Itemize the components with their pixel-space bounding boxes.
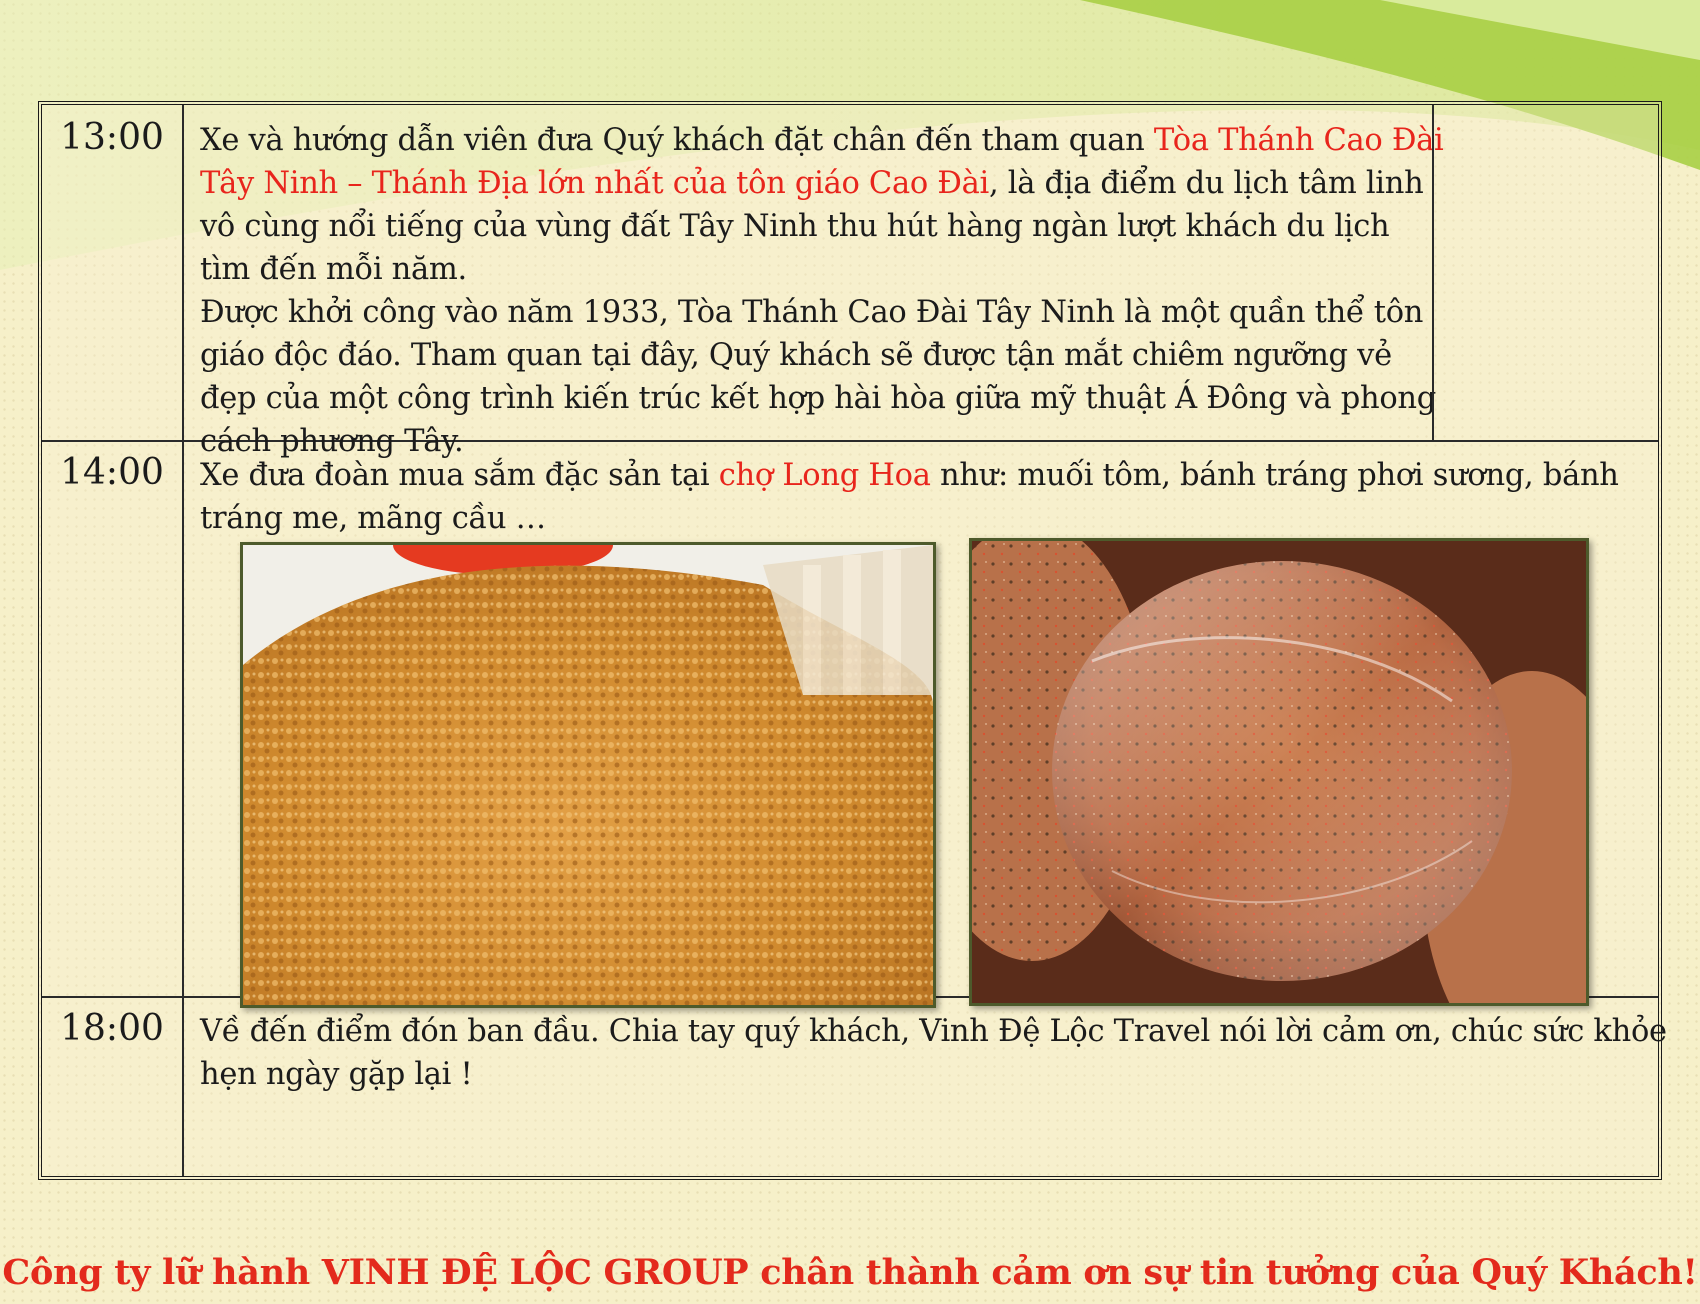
text-segment: giáo độc đáo. Tham quan tại đây, Quý khách sẽ được tận mắt chiêm ngưỡng vẻ: [200, 338, 1392, 373]
text-segment: cách phương Tây.: [200, 424, 464, 459]
text-segment: vô cùng nổi tiếng của vùng đất Tây Ninh thu hút hàng ngàn lượt khách du lịch: [200, 209, 1390, 244]
schedule-row: [42, 996, 1667, 1176]
text-segment: Xe đưa đoàn mua sắm đặc sản tại: [200, 458, 719, 493]
description-line: [200, 454, 1619, 497]
description-line: [200, 1010, 1667, 1053]
text-segment: Xe và hướng dẫn viên đưa Quý khách đặt chân đến tham quan: [200, 123, 1154, 158]
activity-description: [200, 119, 1444, 463]
shrimp-salt-photo: [240, 542, 936, 1008]
text-segment: đẹp của một công trình kiến trúc kết hợp hài hòa giữa mỹ thuật Á Đông và phong: [200, 381, 1436, 416]
description-line: [200, 377, 1444, 420]
text-segment: tìm đến mỗi năm.: [200, 252, 467, 287]
text-segment: , là địa điểm du lịch tâm linh: [988, 166, 1424, 201]
text-segment: Về đến điểm đón ban đầu. Chia tay quý khách, Vinh Đệ Lộc Travel nói lời cảm ơn, chúc sức khỏe: [200, 1014, 1667, 1049]
highlighted-place: Tòa Thánh Cao Đài: [1153, 123, 1444, 158]
schedule-row: [42, 440, 1658, 998]
schedule-row: [42, 105, 1658, 459]
highlighted-place: Tây Ninh – Thánh Địa lớn nhất của tôn giáo Cao Đài: [200, 166, 989, 201]
text-segment: như: muối tôm, bánh tráng phơi sương, bánh: [930, 458, 1619, 493]
activity-description: [200, 1010, 1667, 1096]
description-line: [200, 1053, 1667, 1096]
text-segment: hẹn ngày gặp lại !: [200, 1057, 473, 1092]
time-label: 18:00: [42, 996, 184, 1176]
text-segment: Được khởi công vào năm 1933, Tòa Thánh Cao Đài Tây Ninh là một quần thể tôn: [200, 295, 1424, 330]
text-segment: tráng me, mãng cầu …: [200, 501, 546, 536]
description-line: [200, 291, 1444, 334]
description-line: [200, 162, 1444, 205]
description-line: [200, 497, 1619, 540]
highlighted-place: chợ Long Hoa: [718, 458, 931, 493]
time-label: 14:00: [42, 440, 184, 996]
time-label: 13:00: [42, 105, 184, 440]
rice-paper-photo: [969, 538, 1589, 1006]
activity-description: [200, 454, 1619, 540]
description-line: [200, 205, 1444, 248]
footer-thanks: Công ty lữ hành VINH ĐỆ LỘC GROUP chân thành cảm ơn sự tin tưởng của Quý Khách!: [2, 1252, 1698, 1293]
description-line: [200, 248, 1444, 291]
description-line: [200, 334, 1444, 377]
empty-side-cell: [1432, 105, 1658, 440]
description-line: [200, 119, 1444, 162]
itinerary-table: [38, 101, 1667, 1180]
